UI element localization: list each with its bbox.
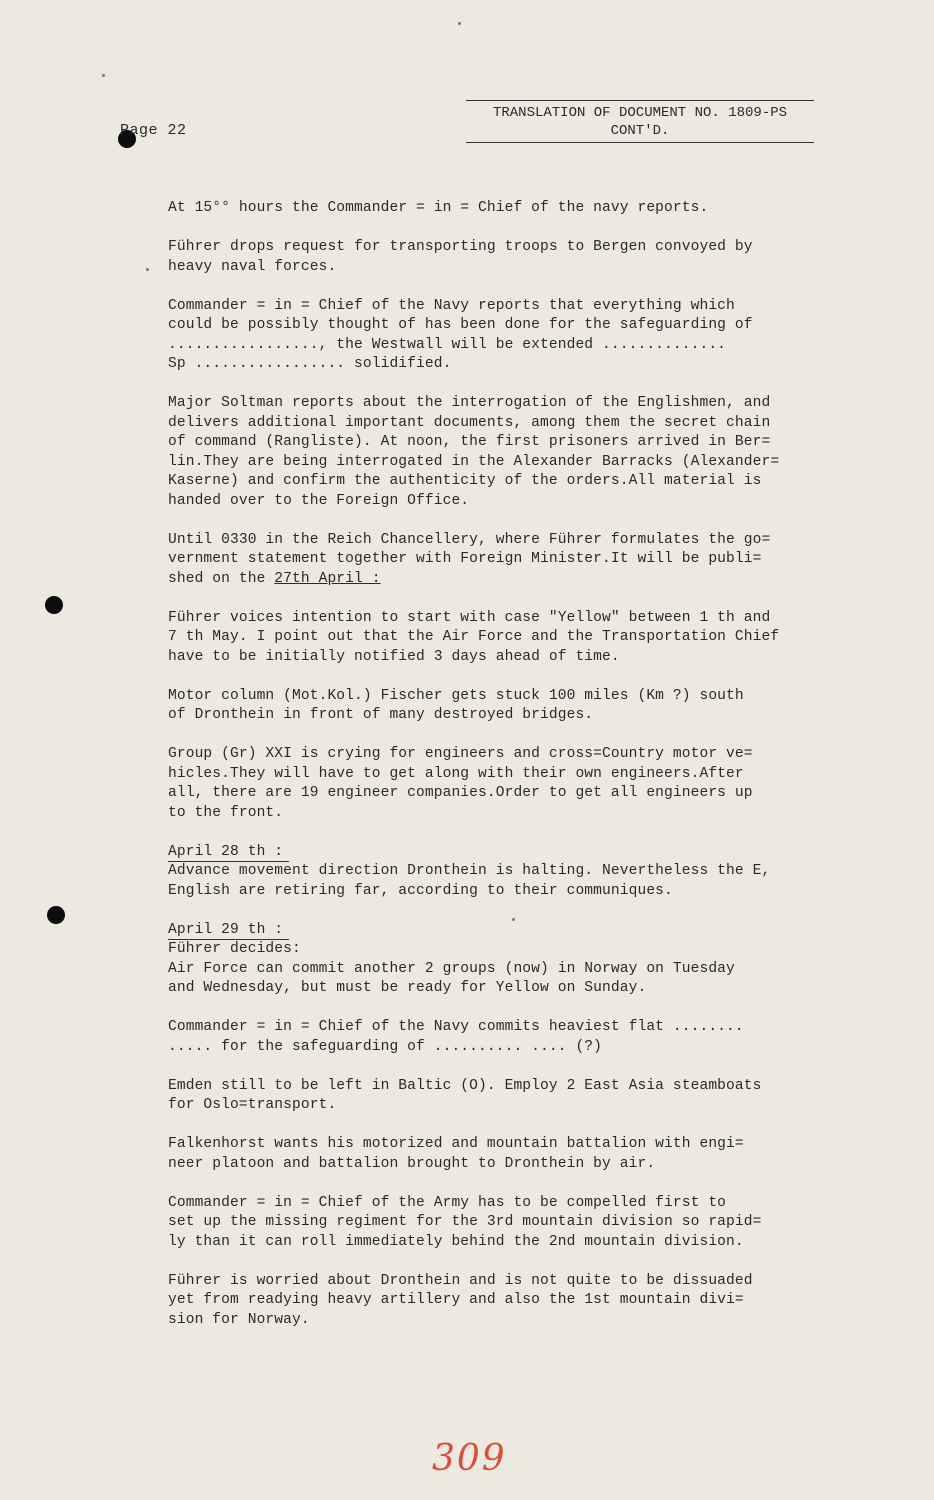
section-heading-april-28: April 28 th : bbox=[168, 843, 289, 862]
paragraph-9: Commander = in = Chief of the Navy commits heaviest flat ........ ..... for the safeguarding of .......... .... (?) bbox=[168, 1019, 744, 1055]
header-subtitle: CONT'D. bbox=[610, 123, 670, 139]
section-april-29-intro: Führer decides: bbox=[168, 941, 301, 957]
paragraph-8: Group (Gr) XXI is crying for engineers and cross=Country motor ve= hicles.They will have to get along with their own engineers.After all, there are 19 engineer companies.Order to get all engineers up to the front. bbox=[168, 746, 753, 821]
paragraph-4: Major Soltman reports about the interrogation of the Englishmen, and delivers additional important documents, among them the secret chain of command (Rangliste). At noon, the first prisoners arrived in Ber= lin.They are being interrogated in the Alexander Barracks (Alexander= Kaserne) and confirm the authenticity of the orders.All material is handed over to the Foreign Office. bbox=[168, 395, 780, 509]
paragraph-10: Emden still to be left in Baltic (O). Employ 2 East Asia steamboats for Oslo=transport. bbox=[168, 1077, 762, 1113]
paragraph-12: Commander = in = Chief of the Army has to be compelled first to set up the missing regiment for the 3rd mountain division so rapid= ly than it can roll immediately behind the 2nd mountain division. bbox=[168, 1194, 762, 1250]
paragraph-5-text: Until 0330 in the Reich Chancellery, where Führer formulates the go= vernment statement together with Foreign Minister.It will be publi= shed on the bbox=[168, 531, 771, 587]
section-april-29-text: Air Force can commit another 2 groups (now) in Norway on Tuesday and Wednesday, but must be ready for Yellow on Sunday. bbox=[168, 960, 735, 996]
paper-speck bbox=[458, 22, 461, 25]
section-april-28-text: Advance movement direction Dronthein is halting. Nevertheless the E, English are retiring far, according to their communiques. bbox=[168, 863, 771, 899]
section-april-28 bbox=[168, 843, 848, 902]
header-title: TRANSLATION OF DOCUMENT NO. 1809-PS bbox=[492, 105, 788, 121]
paragraph-13: Führer is worried about Dronthein and is not quite to be dissuaded yet from readying heavy artillery and also the 1st mountain divi= sion for Norway. bbox=[168, 1272, 753, 1328]
paragraph-2: Führer drops request for transporting troops to Bergen convoyed by heavy naval forces. bbox=[168, 239, 753, 275]
paragraph-6: Führer voices intention to start with case "Yellow" between 1 th and 7 th May. I point out that the Air Force and the Transportation Chief have to be initially notified 3 days ahead of time. bbox=[168, 609, 780, 665]
section-april-29 bbox=[168, 921, 848, 999]
section-heading-april-29: April 29 th : bbox=[168, 921, 289, 940]
page-label: Page 22 bbox=[120, 122, 187, 139]
document-body bbox=[168, 199, 848, 1350]
paragraph-1: At 15°° hours the Commander = in = Chief of the navy reports. bbox=[168, 200, 709, 216]
paper-speck bbox=[146, 268, 149, 271]
document-header bbox=[466, 100, 814, 143]
punch-hole-middle bbox=[45, 596, 63, 614]
paragraph-11: Falkenhorst wants his motorized and mountain battalion with engi= neer platoon and battalion brought to Dronthein by air. bbox=[168, 1136, 744, 1172]
header-rule-bottom bbox=[466, 142, 814, 143]
paragraph-5 bbox=[168, 531, 848, 590]
paragraph-7: Motor column (Mot.Kol.) Fischer gets stuck 100 miles (Km ?) south of Dronthein in front of many destroyed bridges. bbox=[168, 687, 744, 723]
paragraph-3: Commander = in = Chief of the Navy reports that everything which could be possibly thought of has been done for the safeguarding of ................., the Westwall will be extended .............. Sp ................. solidified. bbox=[168, 297, 753, 372]
paper-speck bbox=[102, 74, 105, 77]
punch-hole-bottom bbox=[47, 906, 65, 924]
date-inline: 27th April : bbox=[274, 570, 381, 587]
handwritten-page-number: 309 bbox=[432, 1438, 507, 1479]
